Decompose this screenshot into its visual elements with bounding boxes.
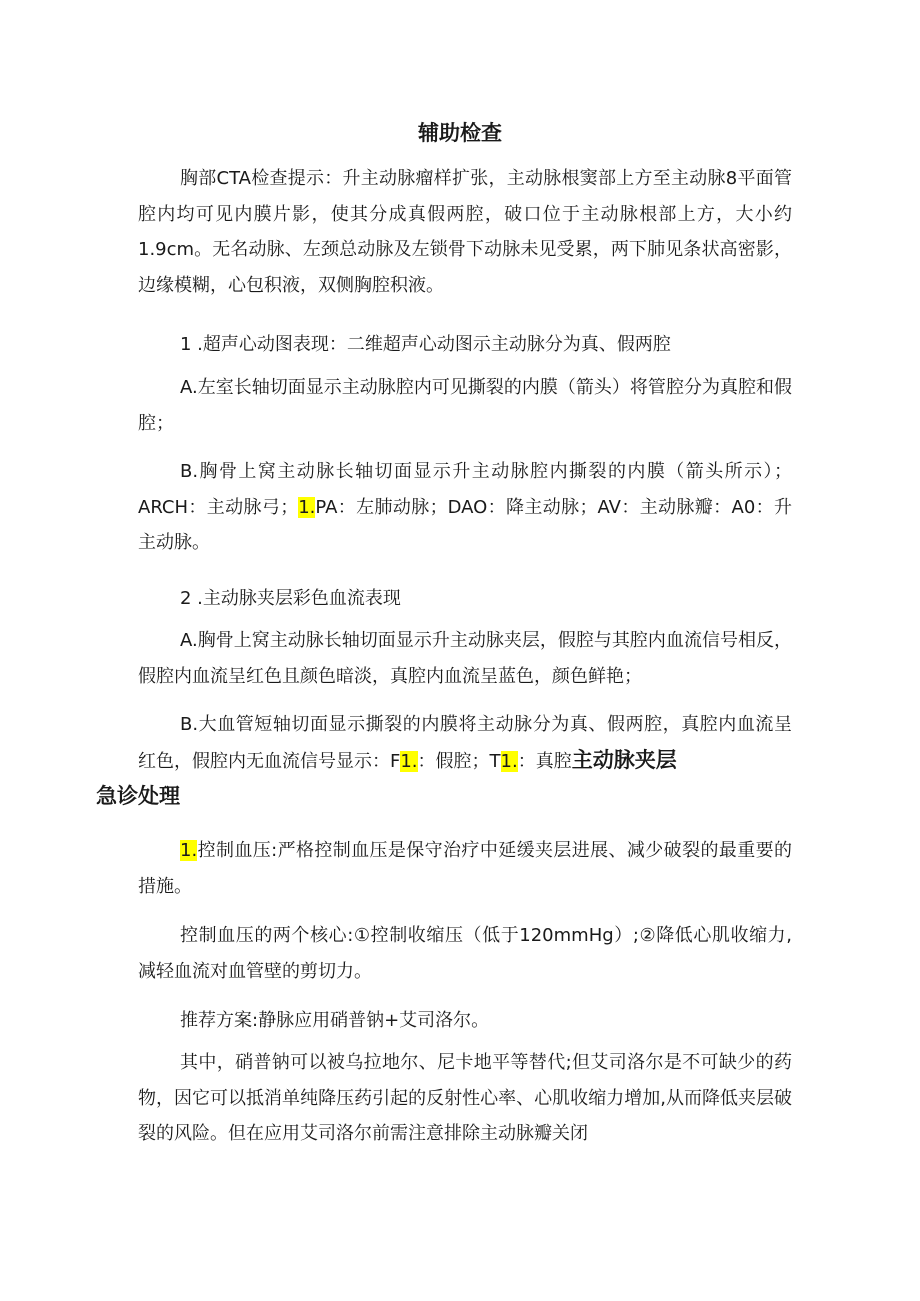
- echo-item-b-text-2: PA：左肺动脉；DAO：降主动脉；AV：主动脉瓣：A0：升主动脉。: [138, 496, 793, 553]
- recommended-regimen-paragraph: 推荐方案:静脉应用硝普钠+艾司洛尔。: [180, 1010, 490, 1031]
- color-flow-item-b-text-2: ：假腔；T: [417, 750, 501, 772]
- color-flow-item-b-text-1: B.大血管短轴切面显示撕裂的内膜将主动脉分为真、假两腔，真腔内血流呈红色，假腔内无血流信号显示：F: [138, 714, 792, 772]
- highlight-mark: 1.: [400, 750, 418, 772]
- echo-item-b-paragraph: [138, 454, 792, 561]
- section-heading-continuation: 急诊处理: [96, 784, 180, 808]
- color-flow-item-b-paragraph: [96, 707, 792, 816]
- bp-control-paragraph: [138, 833, 792, 904]
- highlight-mark: 1.: [180, 840, 198, 861]
- section-heading-inline: 主动脉夹层: [571, 747, 677, 772]
- highlight-mark: 1.: [298, 496, 316, 518]
- highlight-mark: 1.: [500, 750, 518, 772]
- bp-control-text: 控制血压:严格控制血压是保守治疗中延缓夹层进展、减少破裂的最重要的措施。: [138, 840, 792, 897]
- bp-core-paragraph: 控制血压的两个核心:①控制收缩压（低于120mmHg）;②降低心肌收缩力,减轻血流对血管壁的剪切力。: [138, 925, 792, 982]
- echo-heading-paragraph: 1 .超声心动图表现：二维超声心动图示主动脉分为真、假两腔: [180, 334, 671, 355]
- color-flow-heading-paragraph: 2 .主动脉夹层彩色血流表现: [180, 588, 401, 609]
- color-flow-item-b-text-3: ：真腔: [517, 750, 572, 772]
- color-flow-item-a-paragraph: A.胸骨上窝主动脉长轴切面显示升主动脉夹层，假腔与其腔内血流信号相反，假腔内血流呈红色且颜色暗淡，真腔内血流呈蓝色，颜色鲜艳；: [138, 630, 792, 687]
- echo-item-a-paragraph: A.左室长轴切面显示主动脉腔内可见撕裂的内膜（箭头）将管腔分为真腔和假腔；: [138, 377, 792, 434]
- drug-note-paragraph: 其中，硝普钠可以被乌拉地尔、尼卡地平等替代;但艾司洛尔是不可缺少的药物，因它可以抵消单纯降压药引起的反射性心率、心肌收缩力增加,从而降低夹层破裂的风险。但在应用艾司洛尔前需注意排除主动脉瓣关闭: [138, 1052, 792, 1144]
- echo-item-b-text-1: B.胸骨上窝主动脉长轴切面显示升主动脉腔内撕裂的内膜（箭头所示）；ARCH：主动脉弓；: [138, 461, 792, 518]
- section-title: 辅助检查: [418, 121, 502, 145]
- cta-findings-paragraph: 胸部CTA检查提示：升主动脉瘤样扩张，主动脉根窦部上方至主动脉8平面管腔内均可见内膜片影，使其分成真假两腔，破口位于主动脉根部上方，大小约1.9cm。无名动脉、左颈总动脉及左锁骨下动脉未见受累，两下肺见条状高密影，边缘模糊，心包积液，双侧胸腔积液。: [138, 168, 792, 296]
